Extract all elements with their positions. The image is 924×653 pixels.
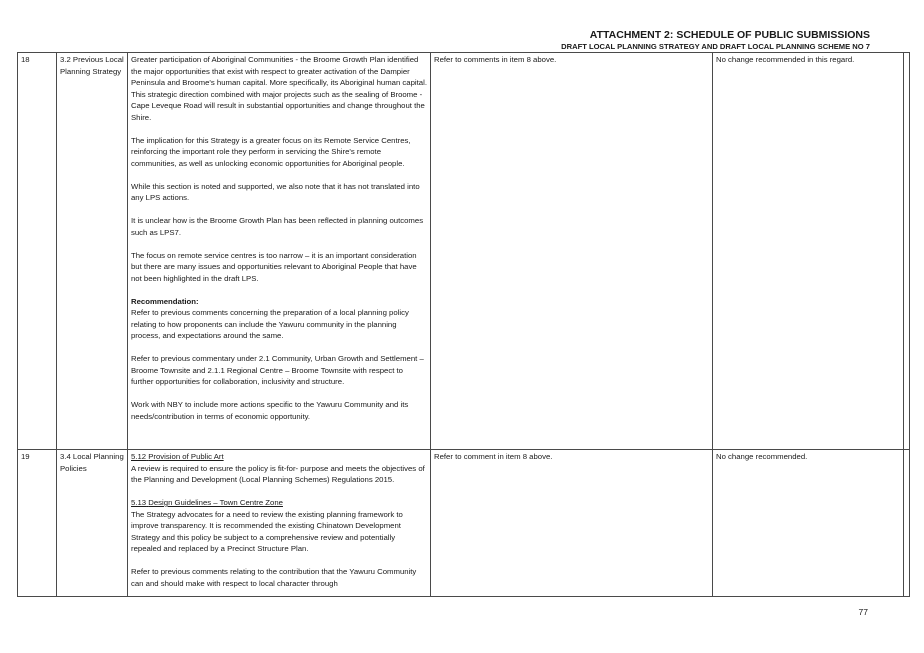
section-reference: 3.2 Previous Local Planning Strategy	[57, 53, 128, 450]
item-number: 18	[18, 53, 57, 450]
officer-recommendation: No change recommended in this regard.	[713, 53, 904, 450]
officer-comment: Refer to comment in item 8 above.	[431, 450, 713, 597]
submission-paragraph: While this section is noted and supported, we also note that it has not translated into any LPS actions.	[131, 181, 420, 202]
policy-text: The Strategy advocates for a need to review the existing planning framework to improve transparency. It is recommended the existing Chinatown Development Strategy and this policy be subject to a comprehensive review and potentially repealed and replaced by a Precinct Structure Plan.	[131, 509, 403, 553]
recommendation-heading: Recommendation:	[131, 296, 199, 306]
submission-paragraph: The focus on remote service centres is too narrow – it is an important consideration but there are many issues and opportunities relevant to Aboriginal People that have not been highlighted in the draft LPS.	[131, 250, 417, 283]
policy-title: Provision of Public Art	[148, 452, 224, 461]
blank-column	[904, 53, 910, 450]
table-row	[18, 53, 910, 450]
section-reference: 3.4 Local Planning Policies	[57, 450, 128, 597]
recommendation-paragraph: Refer to previous comments concerning the preparation of a local planning policy relating to how proponents can include the Yawuru community in the planning process, and expectations around the same.	[131, 308, 409, 340]
submission-text	[128, 450, 431, 597]
submission-paragraph: Refer to previous comments relating to the contribution that the Yawuru Community can and should make with respect to local character through	[131, 567, 417, 588]
submissions-table	[17, 52, 910, 597]
page-number: 77	[858, 607, 868, 617]
policy-heading	[131, 497, 427, 509]
submission-paragraph: Greater participation of Aboriginal Communities - the Broome Growth Plan identified the major opportunities that exist with respect to greater activation of the Dampier Peninsula and Broome's human capital. More specifically, its Aboriginal human capital. This strategic direction combined with major projects such as the sealing of Broome - Cape Leveque Road will result in substantial opportunities and change throughout the Shire.	[131, 55, 427, 122]
table-row	[18, 450, 910, 597]
policy-number: 5.13	[131, 498, 147, 507]
policy-title: Design Guidelines – Town Centre Zone	[148, 498, 283, 507]
recommendation-paragraph: Work with NBY to include more actions specific to the Yawuru Community and its needs/contribution in terms of economic opportunity.	[131, 400, 409, 421]
blank-column	[904, 450, 910, 597]
policy-number: 5.12	[131, 452, 147, 461]
policy-heading	[131, 451, 427, 463]
attachment-title: ATTACHMENT 2: SCHEDULE OF PUBLIC SUBMISSIONS	[589, 29, 870, 41]
policy-text: A review is required to ensure the policy is fit-for- purpose and meets the objectives of the Planning and Development (Local Planning Schemes) Regulations 2015.	[131, 463, 425, 484]
officer-comment: Refer to comments in item 8 above.	[431, 53, 713, 450]
submission-paragraph: It is unclear how is the Broome Growth Plan has been reflected in planning outcomes such as LPS7.	[131, 216, 424, 237]
submission-text	[128, 53, 431, 450]
submission-paragraph: The implication for this Strategy is a greater focus on its Remote Service Centres, reinforcing the important role they perform in servicing the Shire's remote communities, as well as unlocking economic opportunities for Aboriginal people.	[131, 135, 411, 168]
officer-recommendation: No change recommended.	[713, 450, 904, 597]
policy-item	[131, 451, 427, 486]
item-number: 19	[18, 450, 57, 597]
recommendation-block	[131, 296, 427, 423]
recommendation-paragraph: Refer to previous commentary under 2.1 Community, Urban Growth and Settlement – Broome Townsite and 2.1.1 Regional Centre – Broome Townsite with respect to further opportunities for collaboration, inclusivity and structure.	[131, 354, 424, 386]
attachment-subtitle: DRAFT LOCAL PLANNING STRATEGY AND DRAFT LOCAL PLANNING SCHEME NO 7	[561, 42, 870, 51]
policy-item	[131, 497, 427, 555]
